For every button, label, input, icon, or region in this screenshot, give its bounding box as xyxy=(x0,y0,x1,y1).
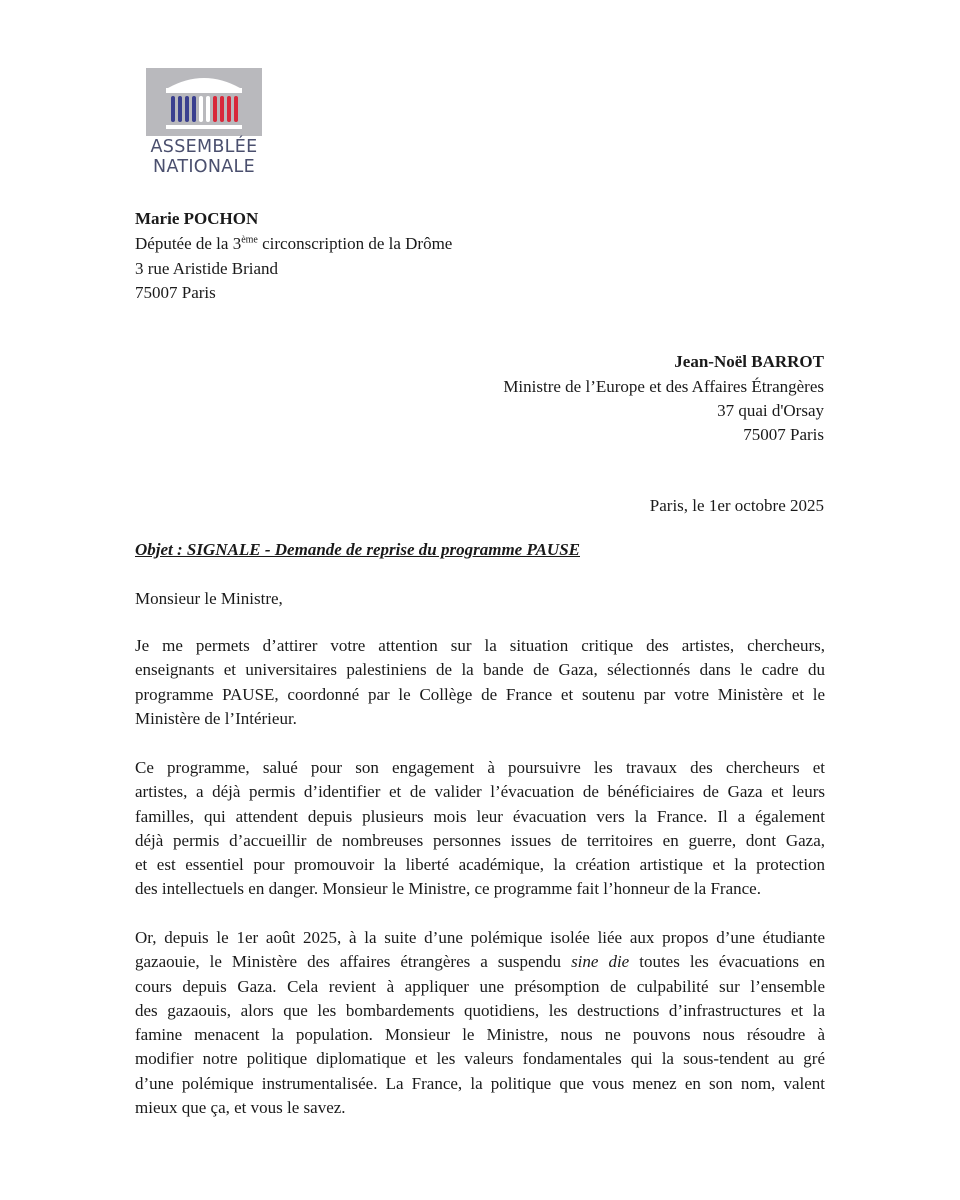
paragraph-1-line: programme PAUSE, coordonné par le Collège de France et soutenu par votre Ministère et le xyxy=(135,684,825,704)
sender-address-line1: 3 rue Aristide Briand xyxy=(135,259,279,278)
paragraph-2-line: et est essentiel pour promouvoir la liberté académique, la création artistique et la protection xyxy=(135,855,825,875)
paragraph-1-line: Je me permets d’attirer votre attention sur la situation critique des artistes, chercheurs, xyxy=(135,636,825,655)
paragraph-2-line: déjà permis d’accueillir de nombreuses personnes issues de territoires en guerre, dont Gaza, xyxy=(135,830,825,850)
sender-address-line2: 75007 Paris xyxy=(135,283,216,302)
paragraph-1-line: Ministère de l’Intérieur. xyxy=(135,708,297,728)
paragraph-1 xyxy=(135,634,825,731)
paragraph-3-line: d’une polémique instrumentalisée. La France, la politique que vous menez en son nom, valent xyxy=(135,1073,825,1093)
paragraph-3-line: modifier notre politique diplomatique et les valeurs fondamentales qui la sous-tendent au gré xyxy=(135,1049,825,1069)
paragraph-3-line xyxy=(135,950,825,974)
letter-subject: Objet : SIGNALE - Demande de reprise du programme PAUSE xyxy=(135,540,580,559)
paragraph-3-sine-die: sine die xyxy=(571,952,630,972)
recipient-address-line1: 37 quai d'Orsay xyxy=(717,401,824,420)
paragraph-2 xyxy=(135,756,825,902)
paragraph-2-line: familles, qui attendent depuis plusieurs mois leur évacuation vers la France. Il a également xyxy=(135,806,825,826)
paragraph-3-line: Or, depuis le 1er août 2025, à la suite d’une polémique isolée liée aux propos d’une étudiante xyxy=(135,928,825,947)
date-line: Paris, le 1er octobre 2025 xyxy=(649,496,824,515)
logo-text-line2: NATIONALE xyxy=(153,157,255,177)
paragraph-3-line: mieux que ça, et vous le savez. xyxy=(135,1098,346,1118)
sender-title-after: circonscription de la Drôme xyxy=(257,234,453,253)
paragraph-3 xyxy=(135,926,825,1120)
sender-name: Marie POCHON xyxy=(135,209,259,228)
paragraph-3-line: cours depuis Gaza. Cela revient à appliquer une présomption de culpabilité sur l’ensemble xyxy=(135,976,825,996)
sender-title-superscript: ème xyxy=(241,234,258,246)
paragraph-2-line: artistes, a déjà permis d’identifier et de valider l’évacuation de bénéficiaires de Gaza et leurs xyxy=(135,782,825,802)
hemicycle-emblem-icon xyxy=(146,68,262,136)
recipient-title: Ministre de l’Europe et des Affaires Étrangères xyxy=(503,377,824,396)
paragraph-3-line2-before: gazaouie, le Ministère des affaires étrangères a suspendu xyxy=(135,952,572,972)
paragraph-3-line: famine menacent la population. Monsieur le Ministre, nous ne pouvons nous résoudre à xyxy=(135,1025,825,1045)
hemicycle-emblem-svg xyxy=(146,68,262,136)
logo-text-line1: ASSEMBLÉE xyxy=(150,137,258,157)
recipient-address-line2: 75007 Paris xyxy=(743,425,824,444)
recipient-name: Jean-Noël BARROT xyxy=(674,352,824,371)
paragraph-2-line: Ce programme, salué pour son engagement à poursuivre les travaux des chercheurs et xyxy=(135,758,825,777)
paragraph-3-line: des gazaouis, alors que les bombardements quotidiens, les destructions d’infrastructures et la xyxy=(135,1000,825,1020)
paragraph-1-line: enseignants et universitaires palestiniens de la bande de Gaza, sélectionnés dans le cadre du xyxy=(135,660,825,680)
paragraph-3-line2-after: toutes les évacuations en xyxy=(629,952,825,972)
salutation: Monsieur le Ministre, xyxy=(135,589,283,608)
sender-title xyxy=(135,232,452,255)
sender-title-before: Députée de la 3 xyxy=(135,234,242,253)
paragraph-2-line: des intellectuels en danger. Monsieur le Ministre, ce programme fait l’honneur de la France. xyxy=(135,879,761,899)
